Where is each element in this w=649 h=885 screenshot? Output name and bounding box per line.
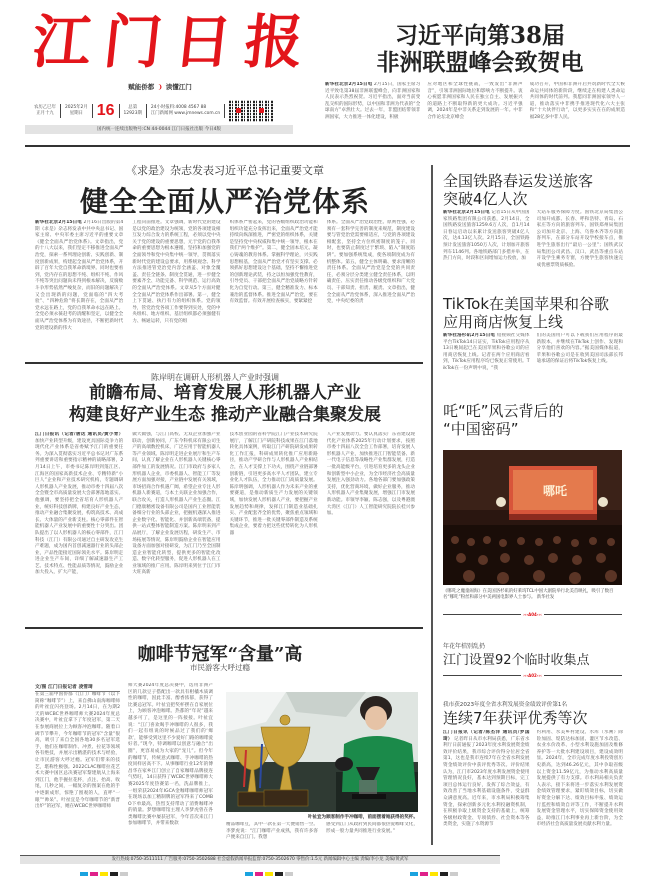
section-rule (25, 145, 630, 147)
issue-number (120, 105, 146, 117)
robot-headline-line1: 前瞻布局、培育发展人形机器人产业 (89, 383, 361, 403)
page-reference[interactable] (443, 612, 622, 617)
svg-text:哪吒: 哪吒 (542, 484, 568, 498)
lead-article-body (325, 82, 625, 132)
section-rule (25, 627, 423, 629)
slogan-right: 读懂江门 (165, 83, 192, 91)
column-divider (431, 165, 433, 845)
page-ref-label: ›››A04‹‹‹ (523, 612, 542, 617)
tiktok-headline[interactable] (443, 295, 623, 331)
robot-article-body (35, 432, 415, 610)
coffee-byline: 文/图 江门日报记者 凌雪琦 (35, 683, 120, 692)
lunar-date-line2: 正月十九 (36, 111, 54, 116)
rule (544, 614, 622, 615)
publication-number-bar: 国内统一连续出版物号:CN 44-0044 江门日报社出版 今日4版 (25, 125, 293, 134)
date-line2: 星期日 (69, 111, 83, 116)
day-number: 16 (96, 102, 115, 119)
color-swatch (410, 872, 418, 876)
recycle-kicker: 年花年桔别乱扔 (443, 643, 486, 650)
cinema-photo-caption: 《哪吒之魔童闹海》在美国洛杉矶的好莱坞TCL中国大剧院举行北美首映礼，吸引了数百名“哪吒”粉丝和部分中美两国电影界人士参与。 新华社发 (443, 589, 614, 600)
robot-headline-line2: 构建良好产业生态 推动产业融合集聚发展 (69, 405, 381, 425)
color-swatch (255, 872, 263, 876)
article-column: 应对地区和全球性挑战，一致发出“非洲声音”，引领非洲国际地位和影响力不断提升。衷心祝愿非洲国家和人民在独立自主、发展振兴的道路上不断取得新的更大成功。习近平强调，2024年是中非关系走到发展的一年。中非合作论坛北京峰会 (427, 82, 523, 120)
logo-char: 日 (170, 8, 236, 76)
coffee-article-continued (226, 822, 418, 848)
color-swatch (275, 872, 283, 876)
main-article-body (35, 220, 415, 356)
article-column: 们的美国用户可以下载我们应用程序的最新版本，并继续在TikTok上创作、发现和分享他们喜欢的内容。”据美国媒体报道，苹果和谷歌公司是在收到美国司法部长邦迪承诺的保证后将TikTok恢复上线。 (536, 333, 623, 365)
article-column: 在第三届中国侨都（江门）咖啡节（以下简称“咖啡节”）上，来自佛山南海咖啡师的叶祉宜闪亮登场。2月14日，在为期2天的WCBC世界咖啡师大赛2024年度总决赛中，叶祉宜拿下了年度冠军，第二天在参展商展位上为顾客冲泡咖啡。随着口碑节节攀升，今年咖啡节的冠军“含量”很高，吸引了来自全国各地30多名冠军选手，他们在咖啡制作、冲煮、拉花等领域各有绝技，并展示出精湛的技术与经验，让市民游客大呼过瘾。冠军们带来的技艺，堪称性极强。2022CLAC咖啡拉花艺术大赛中国区总决赛冠军黎建航从上海来到江门，他手握拉花杯，点注、抬高、收尾，几秒之间，一幅复杂的图案在他的手中逐渐成形，惊艳了围观的人，直呼“一眼”“帅呆”。叶祉宜是今年咖啡节的“新晋出炉”的冠军，她在WCBC世界咖啡师 (35, 692, 120, 810)
page-ref-number: A04 (528, 612, 537, 617)
logo-char: 门 (100, 8, 166, 76)
rail-article-body (443, 210, 623, 275)
color-swatch (120, 872, 128, 876)
column-text: 记者昨日从市水利局获悉，广东省水利厅日前通报了2023年度水利发展资金绩效评价结果，我市综合评价得分位居全省第1，这也是我市连续7年在全省水利发展资金绩效评价中获评优秀等次。评价结果认为，江门市2023年度水利发展资金使用管理情况良好，基本达到预期目标，完工项目总体运行良好，发挥了综合效益，有效改善了当地水利基础设施条件，受益群众满意度高。近年来，市水利局积极筹集资金，探索创新多元化水利投融资机制，在积极争取上级资金支持的基础上，统筹各级财政资金、专项债券、社会资本等各类资金，实施了水资源节 (443, 736, 530, 828)
masthead-logo (29, 6, 307, 78)
cinema-premiere-illustration (443, 450, 622, 585)
main-kicker: 《求是》杂志发表习近平总书记重要文章 (126, 164, 324, 177)
cinema-photo[interactable] (443, 450, 622, 585)
issue-line1: 总第 (128, 105, 138, 110)
article-column (443, 730, 530, 848)
print-color-marks (410, 872, 458, 876)
page-ref-label: ›››A02‹‹‹ (523, 673, 542, 678)
lead-headline-line1: 习近平向第38届 (394, 22, 565, 49)
color-swatch (80, 872, 88, 876)
column-text: 短视频社交媒体平台TikTok14日证实，TikTok应用程序从13日晚间起已在美国苹果和谷歌公司的应用商店恢复上线。记者在两个应用商店看到，TikTok应用程序均已恢复正常使用。TikTok在一份声明中说，“我 (443, 333, 530, 371)
article-column: 体系。全面从严治党政治性、原则性强，必须有一套科学完善的制度来规范，制度建设要与管党治党需要相适应，与党的各项建设相配套，坚持全方位织密制度的笼子。同时，也要防止制度过于繁琐、陷入“制度陷阱”。要加强系统集成，使各项制度成为有机整体。第五，健全主体明确、要求清晰的责任体系。全面从严治党是全党的共同责任，必须分层分类建立健全责任体系，以明确责任、压实责任推动各级党组织和广大党员、干部知责、担责、履责。文章指出，健全全面从严治党体系，深入推进全面从严治党，中央纪委的责 (326, 220, 415, 305)
article-column: 大站车服务保障力度。国铁北京局集团公司加开成都、长春、呼和浩特、青岛、石家庄等方向的旅客列车，国铁郑州局集团公司加开北京、上海、乌鲁木齐等方向旅客列车，在部分车站开设学校接车点，推进学生旅客出行“最后一公里”；国铁武汉局集团公司武昌、汉口、武昌等重点车站开设学生乘务专窗，方便学生旅客快速完成优惠票资质核验。 (536, 210, 623, 268)
color-swatch (285, 872, 293, 876)
dateline: 新华社北京2月15日电 (35, 220, 82, 225)
robot-headline[interactable] (30, 382, 420, 426)
color-swatch (265, 872, 273, 876)
article-column: 工程向前推进。文章强调，新时代党的建设是以党的政治建设为统领，党的各项建设相互发力综合发力的系统工程，必须以党中央关于党的建设的重要思想，元于党的自我革命的重要思想为根本遵循，坚持和加强党的全面领导和党中央集中统一领导，贯彻落实新时代党的建设总要求，用系统观念、科学方法推进管党治党内容全涵盖、对象全覆盖、责任全链条、制度全贯通，进一步健全要素齐全、功能完备、科学规范、运行高效的全面从严治党体系。文章从5个方面对健全全面从严治党体系作出部署。第一，健全上下贯通、执行有力的组织体系。党的领导，管党治党各项工作要得到实处，党的中央组织、地方组织、基层组织都必须强健有力、畅通运转，只有党的组 (132, 220, 221, 324)
article-column: 织体系严密起来，党的各级组织政治功能和组织功能充分发挥出来，全面从严治党才能持续向纵深推进，严密党的组织体系，关键是坚持党中央权威和集中统一领导，根本在我们“两个维护”。第二，健全固本培元、凝心铸魂的教育体系。掌握科学理论，兴实践思想根基，全面从严治党才有坚实支撑。必须抓好思想建设这个基础，坚持不懈推进党的创新理论武装，持之以恒加强党性教育，引导党员、干部把全面从严治党战略方针转化为自觉行动。第三，健全精准发力、标本兼治的监督体系。推进全面从严治党，要在有效监督。有效开展检查核实，要紧紧挖 (229, 220, 318, 305)
coffee-subheadline: 市民游客大呼过瘾 (190, 663, 250, 672)
page-reference[interactable] (443, 673, 622, 678)
website-link[interactable]: 江门新闻网 www.jmnews.com.cn (150, 111, 221, 116)
water-kicker: 我市获2023年度全省水利发展资金绩效评价第1名 (443, 702, 568, 708)
column-text: 记者15日从中国国家铁路集团有限公司获悉，2月14日，全国铁路发送旅客1259.6万人次，自1月14日春运启动以来累计发送旅客突破4亿人次，达4.13亿人次。2月15日，全国铁路预计发送旅客1050万人次，计划加开旅客列车1146列。各地铁路部门多措并举，在热门方向，时段和区间增加运力投放，加 (443, 210, 530, 262)
color-swatch (440, 872, 448, 876)
divider (224, 104, 225, 118)
article-column: 师大赛2024年度总决赛中，选用非洲产区的几款豆子搭配出一款具有柑橘木质调性的咖啡，因此丰富、醇香浓郁，获得了比赛总冠军。叶祉宜把奖杯摆在自家展位上，为顾客冲泡咖啡。热都的“年况”越来越多可了，是这里的一阵接接。叶祉宜说：“江门喜欢喝手冲咖啡的人很多，我们一起有组说的时候品过了我们的‘爆款’，能够受到这里不少爱好门路的咖啡爱好者。”现今，特调咖啡以创意与融合“出圈”，更容易成为大家的“宠儿”。但今年的咖啡节，传统意式咖啡、手冲咖啡的热度同样居高不下。从事咖啡行业12年的傅昌华在家乡江门创立了自家咖啡品牌接连气势旺，14日获得了WCBC世界咖啡师大赛2025年度热赛第一名，洗品牌推上，一组荣获2024年IGCA金咖啡咖啡师冠军在现场以加工精制牌的冠军得来了COMBO下单最高，热烈支持带动了消费咖啡冲的销量。梦想咖啡馆主理人李梦虎曾在各类咖啡比赛中屡获冠军，今年首次来江门参加咖啡节，并带来数款 (128, 683, 213, 827)
water-article-body (443, 730, 623, 848)
rail-headline-line1: 全国铁路春运发送旅客 (443, 172, 594, 190)
nezha-headline-line1: 吒“吒”风云背后的 (443, 402, 564, 420)
article-column (443, 333, 530, 378)
column-text: 2月15日，国家主席习近平致电第38届非洲联盟峰会，向非洲国家和人民表示热烈祝贺。习近平指出，面对当前变乱交织的国际形势，以中国和非洲为代表的“全球南方”卓然壮大。过去一年，非盟团结带领非洲国家，大力推进一体化建设，积极 (325, 82, 421, 120)
tiktok-headline-line2: 应用商店恢复上线 (443, 313, 564, 331)
water-headline[interactable]: 连续7年获评优秀等次 (443, 709, 588, 727)
dateline: 江门日报讯（记者/陈杰洋 通讯员/罗国琦） (443, 730, 530, 742)
color-swatch (450, 872, 458, 876)
rule (443, 675, 521, 676)
coffee-photo-caption: 叶祉宜为顾客制作手冲咖啡，前面摆着她获得的奖杯。 (307, 815, 418, 820)
column-text: 2月16日出版的第4期《求是》杂志将发表中共中央总书记、国家主席、中央军委主席习近平的重要文章《健全全面从严治党体系》。文章指出，党的十八大以来，我们坚定不移推进全面从严治党，探索一系列理论创新、实践创新、制度创新成果，构建起全面从严治党体系，开辟了百年大党自我革命新境界。同时也要看到，党内存在的思想不纯、组织不纯、作风不纯等突出问题尚未得到根本解决，反腐败斗争形势依然严峻复杂，而旧的问题解决了又会出现新的问题，党面临的“四大考验”、“四种危险”将长期存在，全面从严治党永远在路上，党的自我革命永远在路上。全党必须永葆赶考的清醒和坚定，以健全全面从严治党体系为有效途径，不断把新时代党的建设新的伟大 (35, 220, 124, 331)
slogan-separator-icon: ❩ (157, 83, 163, 91)
color-swatch (90, 872, 98, 876)
dateline: 新华社洛杉矶2月15日电 (443, 333, 496, 338)
article-column: 做大做强，与江门高校、无双企业加强产业联动，创新协同，广东今科机床有限公司生产的高端数控机床，广泛应用于智能机器人等产业领域。陈岸明走进企业展厅和生产车间，认真了解企业在人形机器人关键核心零部件加工的发展情况。江门市政府与多家人形机器人企业，市委机器人、智能工厂等发展方面加强对接，产业链中发展有关领域，市场招商合作机遇广阔，希望企业专注人形机器人新赛道，与本土关联企业加强合作，联合攻关，打造人形机器人产业生态圈。江门德康精密设备有限公司是国内工业智能装备细分行业的头部企业，把握机遇深入推进企业数字化、智能化、并创新高端装备，提供一站式整体智能制造方案。陈岸明来到产品展厅，了解企业发展历程，研发生产、市场拓展等情况，陈岸明鼓励企业在智能应用设备方面加强对接研发，为江门乃至全国制造企业智能化转型，提供更多的智能化改造、数字化转型服务，促进人形机器人在工业领域的推广应用。陈岸明来到位于江门市大旺高新 (132, 432, 221, 576)
logo-char: 报 (241, 8, 307, 76)
hotline: 24小时报料:4008 4567 88 (150, 105, 207, 110)
logo-char: 江 (29, 8, 95, 76)
slogan (110, 82, 210, 91)
date-line1: 2025年2月 (64, 105, 88, 110)
article-column: 成功召开，中国和非洲开启共筑新时代全天候命运共同体的新阶段，继续走在构建人类命运共同体的时代前列。我愿同非洲国家领导人一道，推动落实中非携手推进现代化六大主张和“十大伙伴行动”，以更多实实在在的成果造福28亿多中非人民。 (529, 82, 625, 120)
slogan-left: 赋能侨都 (128, 83, 155, 91)
article-column: 技术创业园的省科学院江门产业技术研究院展厅，了解江门产研院科技成果在江门落地转化具体案例，听取江门产研院研发成果转化工作汇报，科研成果转化推广应用新路径，推动产学研合作与人形机器人产业相结合，在人才支撑上下功夫，围绕产业链部署创新链，引进更多高水平人才团队，建立专业化人才队伍，全力推动江门高质量发展。陈岸明强调，人形机器人作为未来产业的重要赛道，是推动新质生产力发展的关键领域，加快发展人形机器人产业，要把握产业发展趋势和规律，发挥江门制造业基础扎实、产业配套齐全的优势，聚焦重点领域和关键环节，推进一批关键零部件制造及系统集成企业，要着力把这些优势转化为人形机器 (229, 432, 318, 536)
column-text: 加快产业转型升级，建设更具国际竞争力的现代化产业体系是省委赋予江门的重要任务。为深入贯彻落实习近平总书记对广东系列重要讲话和重要指示精神的战略部署，2月14日上午，市委书记陈岸明到蓬江区、江海区的国家高新技术企业、专精特新“小巨人”企业和产业技术研究机构，专题调研人形机器人产业发展，推动市委十四届八次全会暨全市高质量发展大会部署落地落实。他强调，要坚持把全省培育人形机器人产业，统好科技创新牌，构建良好产业生态，推动产业融合集聚发展，构筑高技术、高成长、大体量的产业新支柱。核心零部件在智能机器人产业发展中的重要性十分突出。团队提出了以人形机器人的核心零部件，江门科技（江门）有限公司通过自主研发攻克生产难题，成为国内首创减速器行业的头部企业，产品性能接近国际领先水平。陈岸明走进企业生产车间，详细了解减速器生产工艺、技术特点、性能品质等情况，鼓励企业加大投入，扩大产能， (35, 438, 124, 576)
article-column (35, 432, 123, 610)
qr-code-icon[interactable] (229, 100, 273, 122)
lunar-date-line1: 农历乙巳年 (34, 105, 56, 110)
issue-line2: 12923期 (123, 111, 142, 116)
color-swatch (100, 872, 108, 876)
article-column: 人产业发展动力。要认真落实广东省建设现代化产业体系2025年行动计划要求，按照市委十四届八次全会工作部署，培育发展人形机器人产业，加快推进江门智能装备、新一代电子信息等战略性产业集群发展，打造一批高能级平台，引进培育更多的龙头企业和创新型中小企业，为全市经济社会高质量发展注入强劲动力。各地各部门要加强政策支持，优化营商环境，做好企业服务，推动人形机器人产业集聚发展，增强江门市发展新动能。市领导李颖、陈志强，以及粤港澳大湾区（江门）人工智能研究院院长桂兴参加。 (326, 432, 415, 517)
print-color-marks (245, 872, 293, 876)
footer-bar: 发行热线:0750-3511111 广告服务:0750-3502688 社会虚假新闻举报监督:0750-3502670 零售价:1.5元 新闻编辑中心主编 责编/李小龙 美编/黄武军 (20, 855, 500, 864)
article-column (443, 210, 530, 275)
robot-kicker: 陈岸明在调研人形机器人产业时强调 (151, 373, 279, 382)
dateline: 新华社北京2月15日电 (325, 82, 373, 87)
issue-info-bar (30, 100, 292, 122)
dateline: 江门日报讯（记者/唐达 通讯员/黄小青） (35, 432, 124, 437)
gregorian-date (61, 105, 92, 117)
article-column: 感受到江门从政府到民间都很热爱咖啡文化，形成一股力量共同推进行业发展。” (326, 822, 418, 834)
rule (544, 675, 622, 676)
color-swatch (420, 872, 428, 876)
main-headline[interactable]: 健全全面从严治党体系 (79, 185, 370, 218)
lead-headline[interactable] (360, 22, 600, 76)
color-swatch (110, 872, 118, 876)
rule (443, 614, 521, 615)
lunar-date (30, 105, 60, 117)
section-rule (25, 362, 423, 364)
recycle-headline[interactable]: 江门设置92个临时收集点 (443, 653, 590, 668)
article-column (325, 82, 420, 132)
nezha-headline-line2: “中国密码” (443, 420, 519, 438)
article-column: 约利用、水美乡村建设、水库（水闸）除险加固、堤防达标加固、灌区节水改造、农业水价改革、小型水利设施加固及维修养护等一大批水利建设项目，建设成效明显。2024年，全市完成年度水利投资创历史新高，达到46.26亿元，其中争取省级以上资金11.59亿元，为推动水利高质量发展提供了有力支撑。市水利局相关负责人表示，接下来将进一步落实水利发展资金绩效管理要求，紧盯绩效目标，切实做好资金分解下达、绩效目标申报、绩效运行监控和绩效自评等工作，不断提升水利发展资金管理水平，切实保障资金使用效益，助推江门水利事业再上新台阶，为全市经济社会高质量发展贡献水利力量。 (536, 730, 623, 828)
rail-headline[interactable] (443, 172, 623, 208)
tiktok-article-body (443, 333, 623, 378)
tiktok-headline-line1: TikTok在美国苹果和谷歌 (443, 295, 610, 313)
article-column: 精品咖啡豆，其中一款在第一天便销售一空。李梦虎说：“江门咖啡产业成熟，我有许多客户便来自江门。我想 (226, 822, 318, 841)
nezha-headline[interactable] (443, 402, 623, 438)
color-swatch (430, 872, 438, 876)
article-column (35, 220, 123, 356)
rail-headline-line2: 突破4亿人次 (443, 190, 528, 208)
coffee-photo[interactable] (226, 692, 418, 812)
coffee-headline[interactable]: 咖啡节冠军“含量”高 (137, 644, 303, 665)
dateline: 新华社北京2月15日电 (443, 210, 490, 215)
lead-headline-line2: 非洲联盟峰会致贺电 (376, 49, 584, 76)
color-swatch (245, 872, 253, 876)
print-color-marks (80, 872, 128, 876)
contact-info (147, 105, 224, 117)
barista-photo-illustration (226, 692, 418, 812)
page-ref-number: A02 (528, 673, 537, 678)
